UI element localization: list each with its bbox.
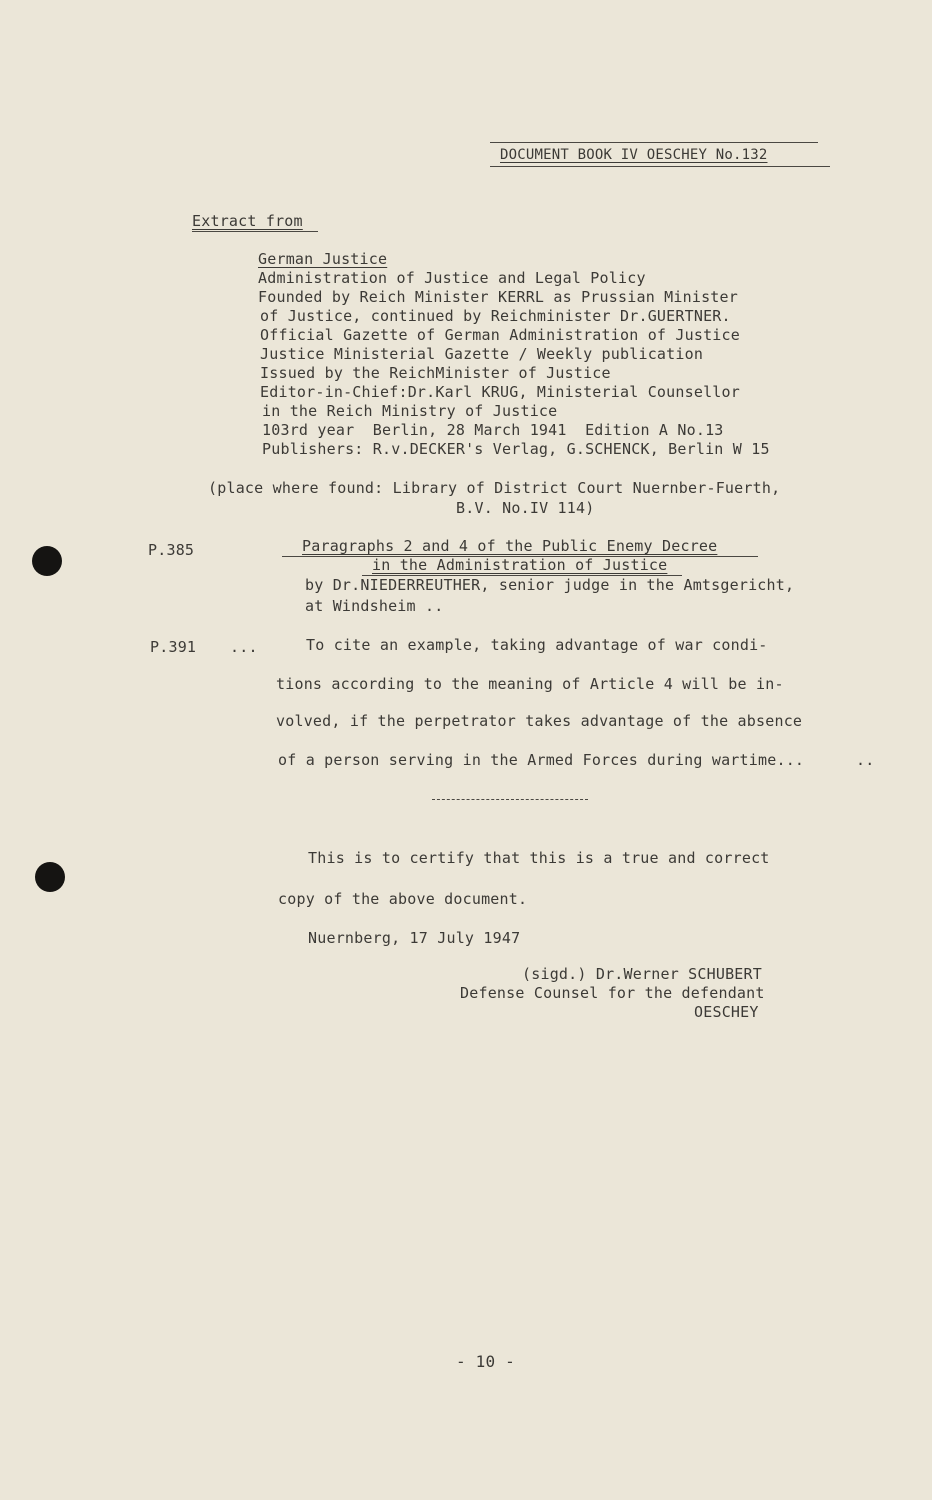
article-author-line1: by Dr.NIEDERREUTHER, senior judge in the Amtsgericht, (305, 576, 795, 594)
source-line: Official Gazette of German Administration of Justice (260, 326, 740, 344)
certification-line2: copy of the above document. (278, 890, 528, 908)
page-ref-391: P.391 (150, 638, 197, 656)
quote-line: To cite an example, taking advantage of war condi- (306, 636, 768, 654)
place-found-line1: (place where found: Library of District Court Nuernber-Fuerth, (208, 479, 781, 497)
document-book-label: DOCUMENT BOOK IV OESCHEY No.132 (500, 147, 768, 163)
source-line: of Justice, continued by Reichminister Dr.GUERTNER. (260, 307, 731, 325)
binder-hole-icon (35, 862, 65, 892)
source-line: Administration of Justice and Legal Policy (258, 269, 646, 287)
source-line: Justice Ministerial Gazette / Weekly publication (260, 345, 704, 363)
article-title-line1: Paragraphs 2 and 4 of the Public Enemy Decree (302, 537, 718, 555)
signature-name: (sigd.) Dr.Werner SCHUBERT (522, 965, 762, 983)
header-rule-bottom (490, 166, 830, 167)
quote-trailing-dots: .. (856, 751, 875, 769)
quote-line: of a person serving in the Armed Forces during wartime... (278, 751, 805, 769)
signature-role: Defense Counsel for the defendant (460, 984, 765, 1002)
article-title-line2: in the Administration of Justice (372, 556, 668, 574)
extract-underline (192, 231, 318, 232)
quote-ellipsis: ... (230, 638, 258, 656)
quote-line: volved, if the perpetrator takes advantage of the absence (276, 712, 803, 730)
extract-from-label: Extract from (192, 212, 303, 230)
page-ref-385: P.385 (148, 541, 195, 559)
signature-defendant: OESCHEY (694, 1003, 759, 1021)
article-author-line2: at Windsheim .. (305, 597, 444, 615)
source-line: Issued by the ReichMinister of Justice (260, 364, 611, 382)
binder-hole-icon (32, 546, 62, 576)
quote-line: tions according to the meaning of Article 4 will be in- (276, 675, 784, 693)
source-line: 103rd year Berlin, 28 March 1941 Edition A No.13 (262, 421, 724, 439)
source-line: in the Reich Ministry of Justice (262, 402, 558, 420)
place-found-line2: B.V. No.IV 114) (456, 499, 595, 517)
header-rule-top (490, 142, 818, 143)
certification-place-date: Nuernberg, 17 July 1947 (308, 929, 521, 947)
page-number: - 10 - (456, 1352, 515, 1371)
source-line: Editor-in-Chief:Dr.Karl KRUG, Ministerial Counsellor (260, 383, 740, 401)
certification-line1: This is to certify that this is a true and correct (308, 849, 770, 867)
source-line: Founded by Reich Minister KERRL as Prussian Minister (258, 288, 738, 306)
section-separator (432, 799, 588, 800)
source-line: Publishers: R.v.DECKER's Verlag, G.SCHENCK, Berlin W 15 (262, 440, 770, 458)
source-title: German Justice (258, 250, 388, 268)
